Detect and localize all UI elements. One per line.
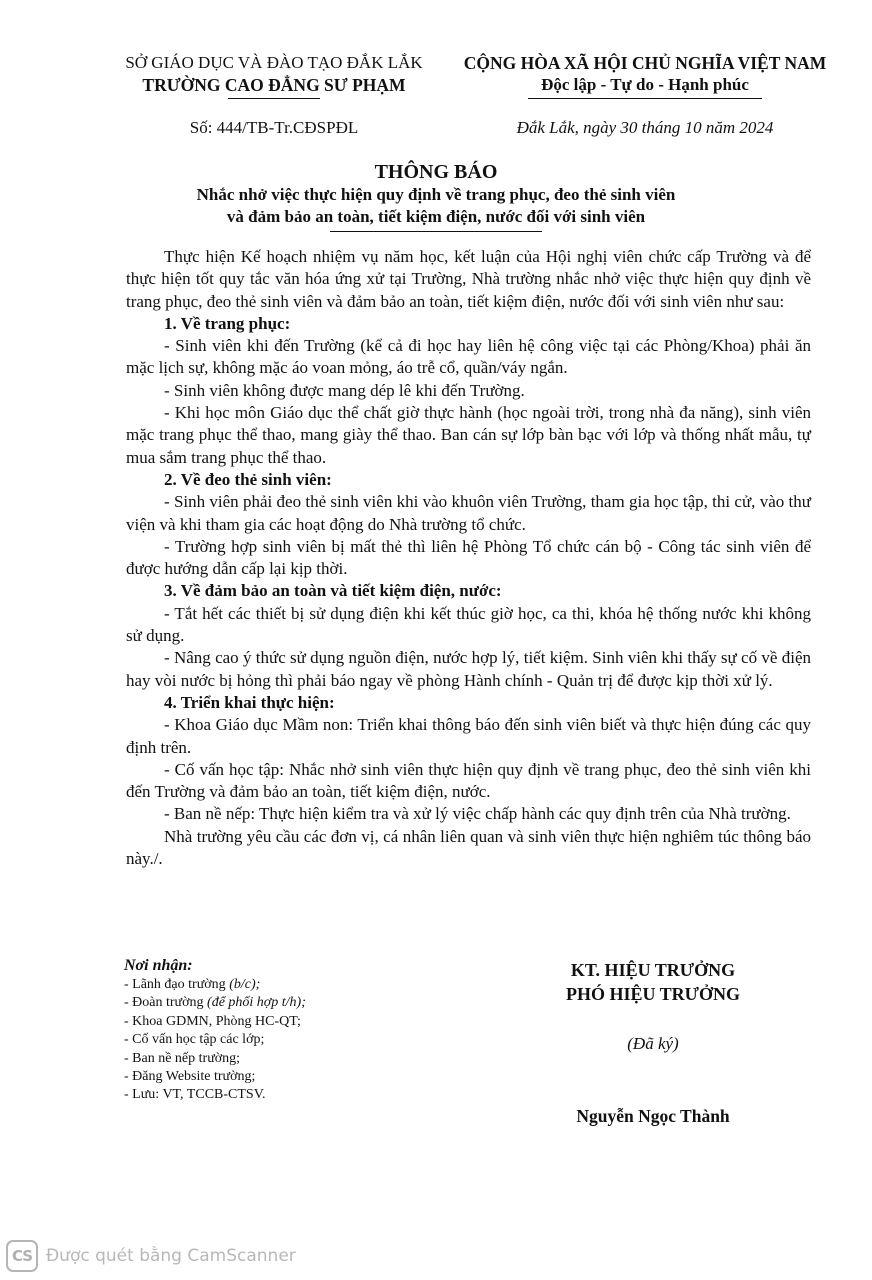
document-title: THÔNG BÁO — [374, 161, 498, 183]
title-underline — [330, 231, 542, 232]
intro-paragraph: Thực hiện Kế hoạch nhiệm vụ năm học, kết luận của Hội nghị viên chức cấp Trường và để thực hiện tốt quy tắc văn hóa ứng xử tại Trường, Nhà trường nhắc nhở việc thực hiện quy định về trang phục, đeo thẻ sinh viên và đảm bảo an toàn, tiết kiệm điện, nước đối với sinh viên như sau: — [126, 247, 811, 311]
section-heading-4: 4. Triển khai thực hiện: — [164, 692, 335, 712]
document-subtitle-line2: và đảm bảo an toàn, tiết kiệm điện, nước đối với sinh viên — [226, 207, 646, 226]
paragraph: - Khoa Giáo dục Mầm non: Triển khai thông báo đến sinh viên biết và thực hiện đúng các quy định trên. — [126, 715, 811, 757]
section-heading-2: 2. Về đeo thẻ sinh viên: — [164, 469, 332, 489]
recipient-text: - Lãnh đạo trường — [124, 977, 230, 992]
paragraph: - Ban nề nếp: Thực hiện kiểm tra và xử lý việc chấp hành các quy định trên của Nhà trường. — [164, 804, 791, 824]
recipient-text: - Đoàn trường — [124, 995, 208, 1011]
national-motto-block — [452, 52, 838, 99]
document-body — [126, 246, 811, 870]
recipients-title: Nơi nhận: — [124, 957, 193, 974]
paragraph: - Sinh viên khi đến Trường (kể cả đi học hay liên hệ công việc tại các Phòng/Khoa) phải ăn mặc lịch sự, không mặc áo voan mỏng, áo trễ cổ, quần/váy ngắn. — [126, 336, 811, 378]
list-item: - Khoa GDMN, Phòng HC-QT; — [124, 1013, 301, 1029]
paragraph: - Khi học môn Giáo dục thể chất giờ thực hành (học ngoài trời, trong nhà đa năng), sinh viên mặc trang phục thể thao, mang giày thể thao. Ban cán sự lớp bàn bạc với lớp và thống nhất mẫu, tự mua sắm trang phục thể thao. — [126, 403, 811, 467]
paragraph: - Sinh viên không được mang dép lê khi đến Trường. — [164, 380, 525, 400]
document-number: Số: 444/TB-Tr.CĐSPĐL — [189, 118, 359, 137]
document-header — [0, 52, 872, 112]
closing-paragraph: Nhà trường yêu cầu các đơn vị, cá nhân liên quan và sinh viên thực hiện nghiêm túc thông báo này./. — [126, 826, 811, 869]
document-subtitle-line1: Nhắc nhở việc thực hiện quy định về trang phục, đeo thẻ sinh viên — [196, 185, 676, 204]
camscanner-watermark — [6, 1238, 296, 1274]
section-heading-3: 3. Về đảm bảo an toàn và tiết kiệm điện, nước: — [164, 581, 502, 601]
motto-underline — [528, 98, 762, 99]
issuer-underline — [228, 98, 320, 99]
list-item: - Cố vấn học tập các lớp; — [124, 1032, 265, 1048]
camscanner-logo-icon: CS — [6, 1240, 38, 1272]
paragraph: - Cố vấn học tập: Nhắc nhở sinh viên thực hiện quy định về trang phục, đeo thẻ sinh viên khi đến Trường và đảm bảo an toàn, tiết kiệm điện, nước. — [126, 759, 811, 802]
list-item — [124, 994, 424, 1012]
school-name: TRƯỜNG CAO ĐẲNG SƯ PHẠM — [142, 75, 406, 95]
motto: Độc lập - Tự do - Hạnh phúc — [541, 75, 749, 94]
paragraph: - Sinh viên phải đeo thẻ sinh viên khi vào khuôn viên Trường, tham gia học tập, thi cử, vào thư viện và khi tham gia các hoạt động do Nhà trường tổ chức. — [126, 492, 811, 534]
paragraph: - Tắt hết các thiết bị sử dụng điện khi kết thúc giờ học, ca thi, khóa hệ thống nước khi không sử dụng. — [126, 603, 811, 646]
signer-name: Nguyễn Ngọc Thành — [576, 1106, 730, 1126]
list-item — [124, 976, 424, 994]
country-name: CỘNG HÒA XÃ HỘI CHỦ NGHĨA VIỆT NAM — [463, 53, 827, 73]
title-block — [0, 160, 872, 232]
recipients-list — [124, 956, 424, 1105]
place-date: Đắk Lắk, ngày 30 tháng 10 năm 2024 — [516, 118, 774, 137]
list-item: - Lưu: VT, TCCB-CTSV. — [124, 1087, 266, 1103]
paragraph: - Trường hợp sinh viên bị mất thẻ thì liên hệ Phòng Tổ chức cán bộ - Công tác sinh viên để được hướng dẫn cấp lại kịp thời. — [126, 536, 811, 579]
issuer-block — [104, 52, 444, 99]
list-item: - Đăng Website trường; — [124, 1069, 256, 1085]
signed-note: (Đã ký) — [627, 1034, 679, 1053]
department-name: SỞ GIÁO DỤC VÀ ĐÀO TẠO ĐẮK LẮK — [125, 53, 423, 72]
list-item: - Ban nề nếp trường; — [124, 1050, 241, 1066]
signer-authority: KT. HIỆU TRƯỞNG — [570, 960, 736, 980]
section-heading-1: 1. Về trang phục: — [164, 313, 291, 333]
recipient-note: (b/c); — [229, 977, 261, 992]
paragraph: - Nâng cao ý thức sử dụng nguồn điện, nước hợp lý, tiết kiệm. Sinh viên khi thấy sự cố về điện hay vòi nước bị hỏng thì phải báo ngay về phòng Hành chính - Quản trị để được kịp thời xử lý. — [126, 648, 811, 690]
signer-title: PHÓ HIỆU TRƯỞNG — [565, 984, 740, 1004]
recipient-note: (để phối hợp t/h); — [207, 995, 306, 1011]
camscanner-text: Được quét bằng CamScanner — [46, 1246, 296, 1266]
signature-block — [520, 958, 786, 1127]
